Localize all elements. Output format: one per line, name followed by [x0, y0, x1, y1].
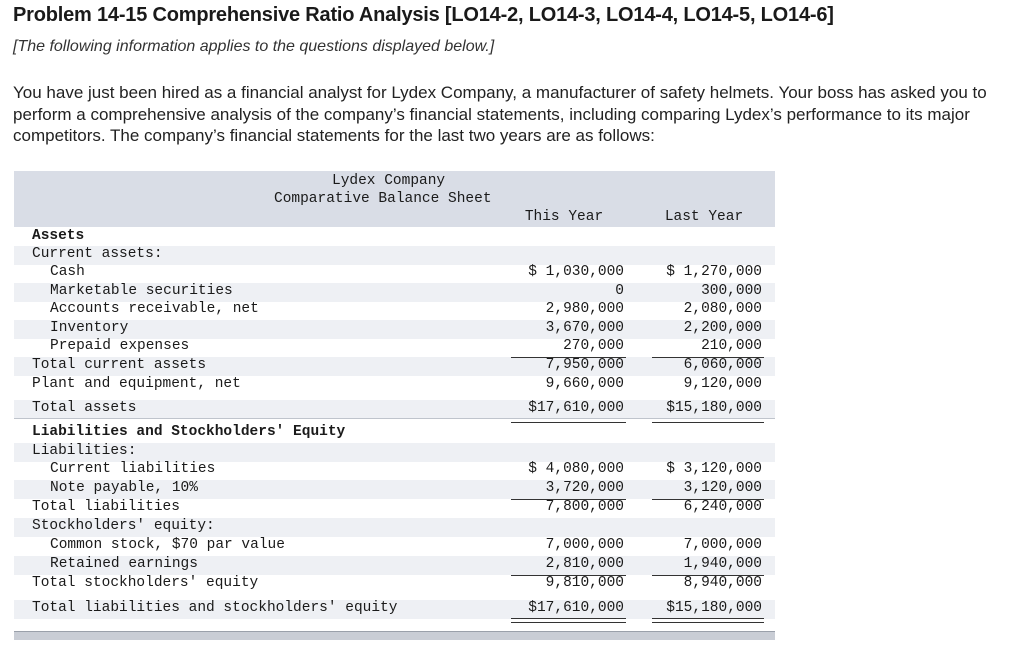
column-header-this-year: This Year: [524, 209, 604, 225]
underline: [511, 357, 626, 358]
row-value-this-year: 7,000,000: [545, 537, 624, 553]
row-value-last-year: 7,000,000: [683, 537, 762, 553]
row-value-last-year: 210,000: [701, 338, 762, 354]
sheet-subtitle: Comparative Balance Sheet: [274, 191, 492, 207]
section-divider: [14, 418, 775, 419]
row-label: Common stock, $70 par value: [50, 537, 285, 553]
row-value-this-year: 9,660,000: [545, 376, 624, 392]
underline: [652, 499, 764, 500]
row-value-this-year: $17,610,000: [528, 600, 624, 616]
row-value-this-year: 7,950,000: [545, 357, 624, 373]
row-label: Current assets:: [32, 246, 163, 262]
row-label: Total liabilities and stockholders' equity: [32, 600, 398, 616]
row-value-last-year: 6,240,000: [683, 499, 762, 515]
underline: [511, 499, 626, 500]
row-label: Retained earnings: [50, 556, 198, 572]
row-value-last-year: $ 1,270,000: [666, 264, 762, 280]
row-value-last-year: 1,940,000: [683, 556, 762, 572]
row-value-last-year: $15,180,000: [666, 400, 762, 416]
column-header-last-year: Last Year: [664, 209, 744, 225]
row-value-this-year: 270,000: [563, 338, 624, 354]
row-label: Stockholders' equity:: [32, 518, 215, 534]
row-value-this-year: 7,800,000: [545, 499, 624, 515]
row-value-last-year: 9,120,000: [683, 376, 762, 392]
row-label: Total assets: [32, 400, 137, 416]
row-value-this-year: $ 4,080,000: [528, 461, 624, 477]
row-value-last-year: 2,200,000: [683, 320, 762, 336]
row-label: Cash: [50, 264, 85, 280]
row-label: Plant and equipment, net: [32, 376, 241, 392]
balance-sheet-table: [14, 171, 775, 641]
row-value-last-year: 3,120,000: [683, 480, 762, 496]
row-value-last-year: 6,060,000: [683, 357, 762, 373]
double-underline: [652, 618, 764, 623]
company-name: Lydex Company: [332, 173, 446, 189]
row-label: Current liabilities: [50, 461, 216, 477]
row-value-this-year: 3,720,000: [545, 480, 624, 496]
row-value-last-year: 2,080,000: [683, 301, 762, 317]
row-value-this-year: 3,670,000: [545, 320, 624, 336]
problem-title: Problem 14-15 Comprehensive Ratio Analysis [LO14-2, LO14-3, LO14-4, LO14-5, LO14-6]: [13, 4, 834, 26]
row-value-last-year: 300,000: [701, 283, 762, 299]
row-label: Liabilities and Stockholders' Equity: [32, 424, 346, 440]
row-label: Inventory: [50, 320, 129, 336]
double-underline: [511, 618, 626, 623]
info-note: [The following information applies to the questions displayed below.]: [13, 38, 495, 55]
row-label: Total liabilities: [32, 499, 180, 515]
row-value-this-year: 2,980,000: [545, 301, 624, 317]
row-value-this-year: 2,810,000: [545, 556, 624, 572]
row-value-this-year: 9,810,000: [545, 575, 624, 591]
row-label: Accounts receivable, net: [50, 301, 259, 317]
row-label: Assets: [32, 228, 85, 244]
underline: [652, 575, 764, 576]
underline: [511, 575, 626, 576]
row-value-last-year: $ 3,120,000: [666, 461, 762, 477]
row-label: Marketable securities: [50, 283, 233, 299]
row-label: Liabilities:: [32, 443, 137, 459]
table-footer-bar: [14, 631, 775, 640]
row-label: Total current assets: [32, 357, 207, 373]
row-value-last-year: $15,180,000: [666, 600, 762, 616]
row-value-this-year: $ 1,030,000: [528, 264, 624, 280]
row-label: Note payable, 10%: [50, 480, 198, 496]
row-value-this-year: 0: [615, 283, 624, 299]
row-label: Total stockholders' equity: [32, 575, 259, 591]
intro-paragraph: You have just been hired as a financial analyst for Lydex Company, a manufacturer of safety helmets. Your boss has asked you to perform a comprehensive analysis of the company’s financial statements, including comparing Lydex’s performance to its major competitors. The company’s financial statements for the last two years are as follows:: [13, 83, 987, 145]
row-value-last-year: 8,940,000: [683, 575, 762, 591]
row-label: Prepaid expenses: [50, 338, 190, 354]
underline: [652, 357, 764, 358]
row-value-this-year: $17,610,000: [528, 400, 624, 416]
